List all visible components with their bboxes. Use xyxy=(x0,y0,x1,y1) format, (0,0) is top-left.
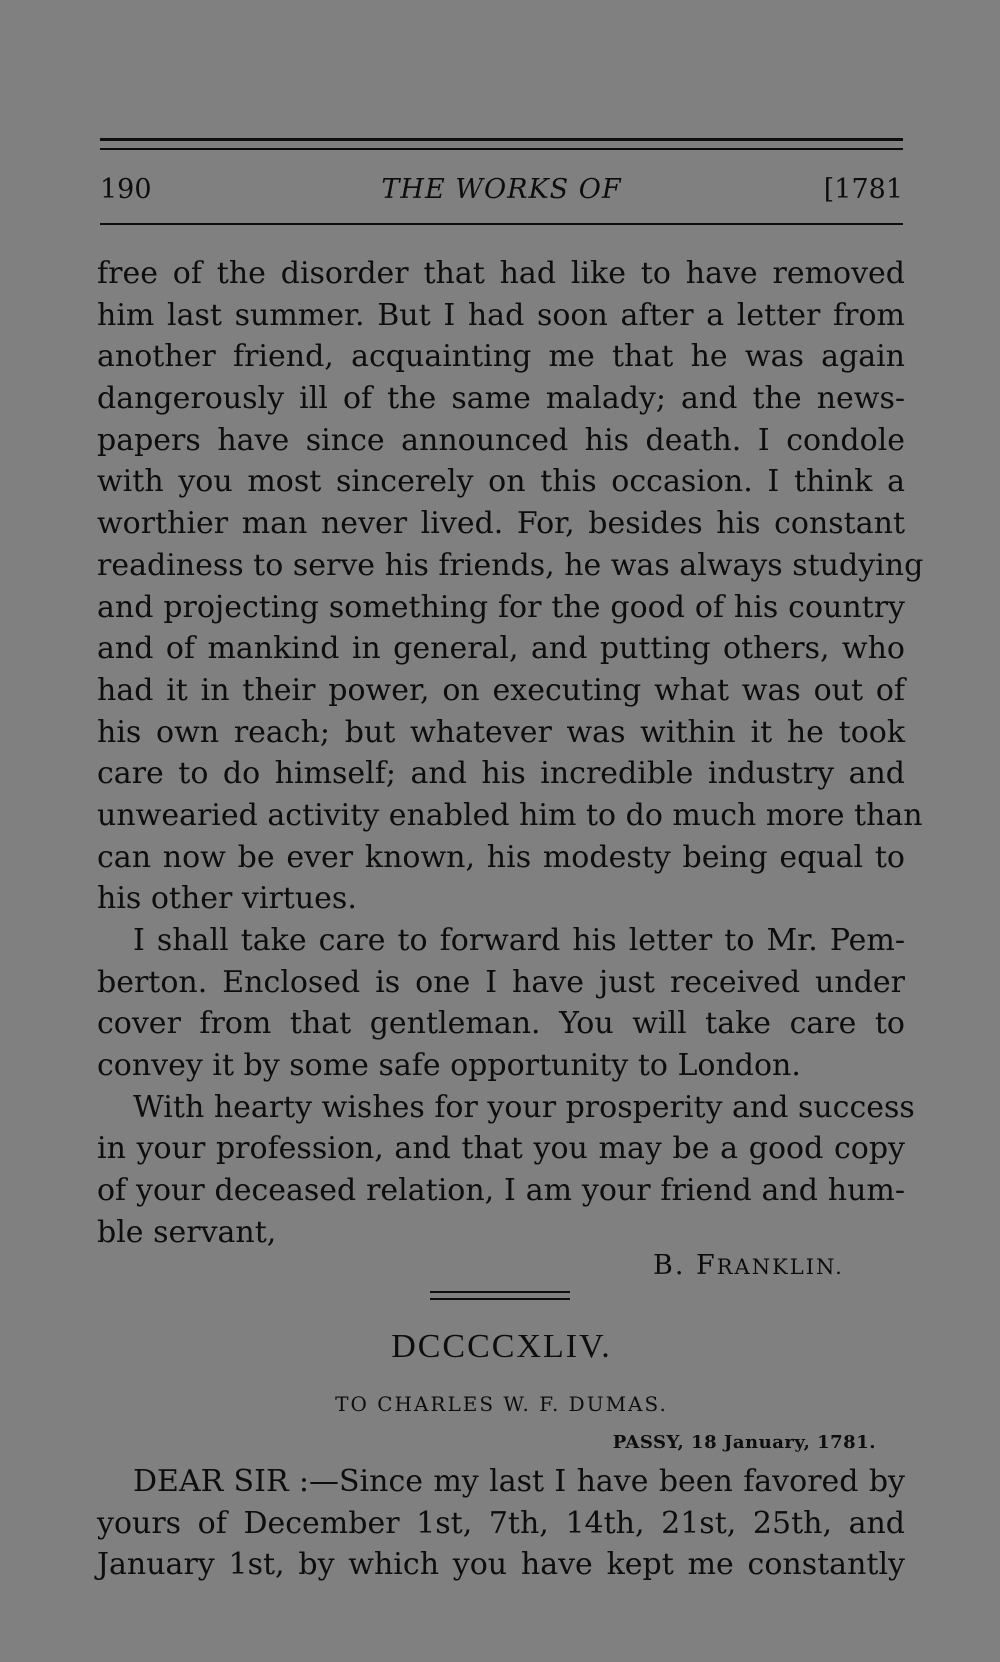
text-line: January 1st, by which you have kept me constantly xyxy=(97,1547,905,1583)
section-divider-upper xyxy=(430,1291,570,1293)
text-line: dangerously ill of the same malady; and the news- xyxy=(97,381,905,417)
dateline: PASSY, 18 January, 1781. xyxy=(612,1432,876,1453)
text-line: ble servant, xyxy=(97,1214,277,1250)
text-line: and of mankind in general, and putting others, who xyxy=(97,631,905,667)
text-line: convey it by some safe opportunity to London. xyxy=(97,1048,801,1084)
text-line: with you most sincerely on this occasion. I think a xyxy=(97,464,905,500)
running-head xyxy=(100,170,903,210)
text-line: care to do himself; and his incredible industry and xyxy=(97,756,905,792)
letter-opening xyxy=(97,1461,905,1586)
text-line: his other virtues. xyxy=(97,881,357,917)
top-double-rule-upper xyxy=(100,138,903,141)
text-line: can now be ever known, his modesty being equal to xyxy=(97,839,905,875)
running-title: THE WORKS OF xyxy=(381,174,622,205)
text-line: and projecting something for the good of his country xyxy=(97,589,905,625)
text-line: cover from that gentleman. You will take care to xyxy=(97,1006,905,1042)
greeting-line: DEAR SIR :—Since my last I have been favored by xyxy=(133,1464,905,1499)
paragraph-first-line: I shall take care to forward his letter to Mr. Pem- xyxy=(133,923,905,958)
letter-number: DCCCCXLIV. xyxy=(391,1328,612,1365)
text-line: another friend, acquainting me that he was again xyxy=(97,339,905,375)
addressee: TO CHARLES W. F. DUMAS. xyxy=(335,1392,668,1416)
text-line: papers have since announced his death. I condole xyxy=(97,422,905,458)
page-number: 190 xyxy=(100,174,152,205)
text-line: berton. Enclosed is one I have just received under xyxy=(97,964,905,1000)
text-line: him last summer. But I had soon after a letter from xyxy=(97,297,905,333)
signature xyxy=(653,1250,844,1281)
text-line: had it in their power, on executing what was out of xyxy=(97,672,905,708)
signature-initial: B. F xyxy=(653,1250,717,1281)
text-line: unwearied activity enabled him to do much more than xyxy=(97,797,923,833)
header-rule xyxy=(100,223,903,225)
text-line: free of the disorder that had like to have removed xyxy=(97,256,905,291)
signature-surname: RANKLIN. xyxy=(716,1255,844,1279)
text-line: of your deceased relation, I am your friend and hum- xyxy=(97,1173,905,1209)
top-double-rule-lower xyxy=(100,148,903,150)
text-line: yours of December 1st, 7th, 14th, 21st, 25th, and xyxy=(97,1505,905,1541)
letter-body xyxy=(97,253,924,1254)
text-line: readiness to serve his friends, he was always studying xyxy=(97,547,924,583)
text-line: his own reach; but whatever was within it he took xyxy=(97,714,905,750)
text-line: in your profession, and that you may be a good copy xyxy=(97,1131,905,1167)
section-divider-lower xyxy=(430,1298,570,1300)
text-line: worthier man never lived. For, besides his constant xyxy=(97,506,905,542)
paragraph-first-line: With hearty wishes for your prosperity and success xyxy=(133,1089,915,1125)
page-year: [1781 xyxy=(823,174,903,205)
